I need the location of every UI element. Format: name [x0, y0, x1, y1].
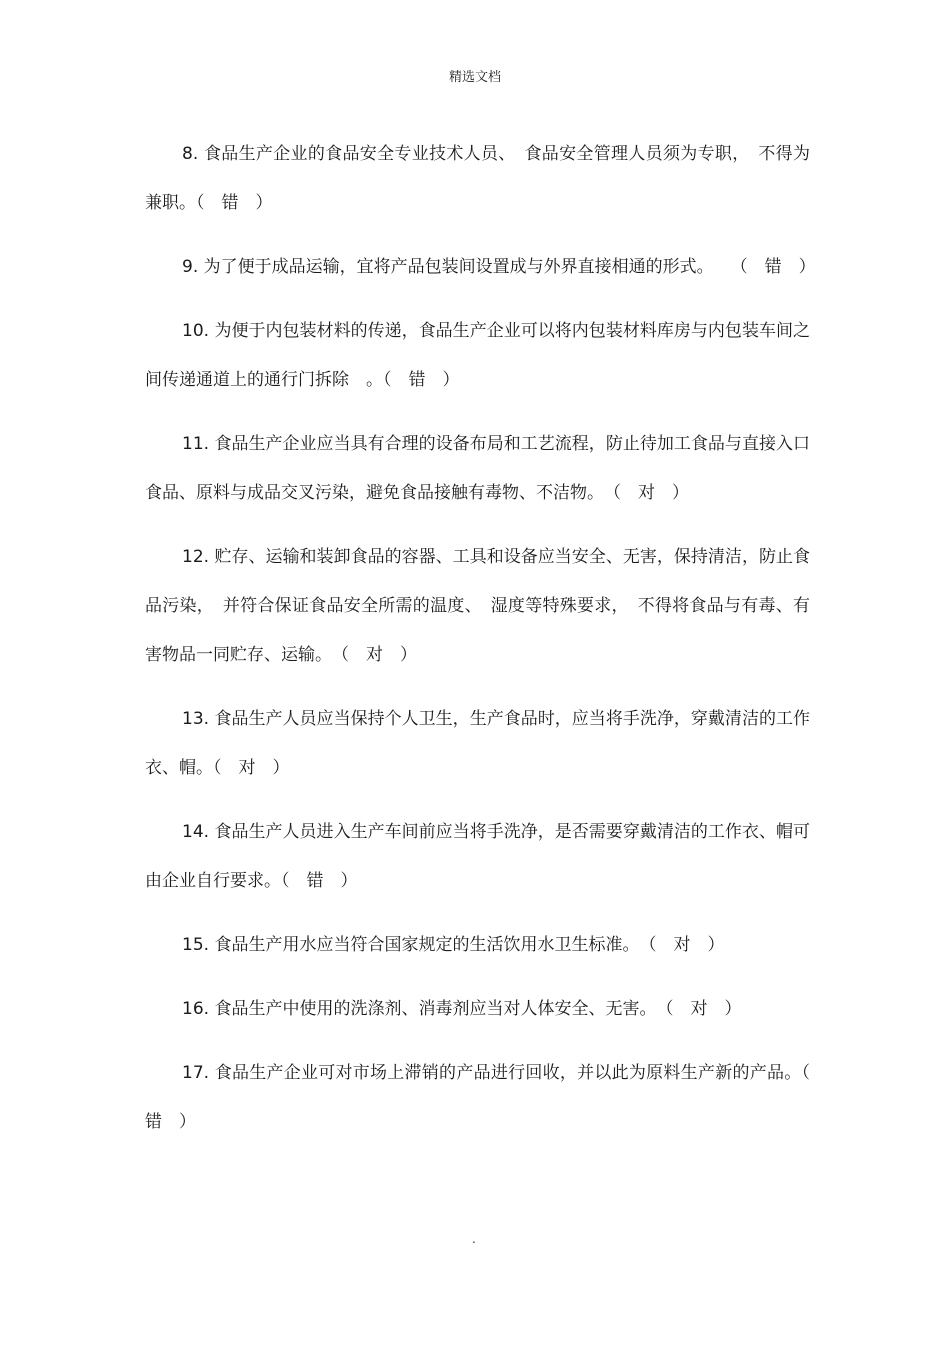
question-item: 15. 食品生产用水应当符合国家规定的生活饮用水卫生标准。 （ 对 ） [182, 935, 725, 955]
question-item: 14. 食品生产人员进入生产车间前应当将手洗净，是否需要穿戴清洁的工作衣、帽可由企业自行要求。（ 错 ） [145, 822, 810, 891]
question-item: 16. 食品生产中使用的洗涤剂、消毒剂应当对人体安全、无害。 （ 对 ） [182, 999, 742, 1019]
question-item: 13. 食品生产人员应当保持个人卫生，生产食品时，应当将手洗净，穿戴清洁的工作衣、帽。（ 对 ） [145, 709, 810, 778]
footer-mark: . [472, 1232, 476, 1246]
question-item: 12. 贮存、运输和装卸食品的容器、工具和设备应当安全、无害，保持清洁，防止食品污染， 并符合保证食品安全所需的温度、 湿度等特殊要求， 不得将食品与有毒、有害物品一同贮存、运输。 （ 对 ） [145, 547, 810, 665]
question-list [145, 130, 827, 1162]
question-item: 9. 为了便于成品运输，宜将产品包装间设置成与外界直接相通的形式。 （ 错 ） [182, 257, 816, 277]
question-item: 8. 食品生产企业的食品安全专业技术人员、 食品安全管理人员须为专职， 不得为兼职。（ 错 ） [145, 144, 810, 213]
page-header: 精选文档 [448, 70, 501, 85]
question-item: 17. 食品生产企业可对市场上滞销的产品进行回收，并以此为原料生产新的产品。（ 错 ） [145, 1063, 827, 1132]
question-item: 10. 为便于内包装材料的传递，食品生产企业可以将内包装材料库房与内包装车间之间传递通道上的通行门拆除 。（ 错 ） [145, 321, 810, 390]
question-item: 11. 食品生产企业应当具有合理的设备布局和工艺流程，防止待加工食品与直接入口食品、原料与成品交叉污染，避免食品接触有毒物、不洁物。 （ 对 ） [145, 434, 810, 503]
